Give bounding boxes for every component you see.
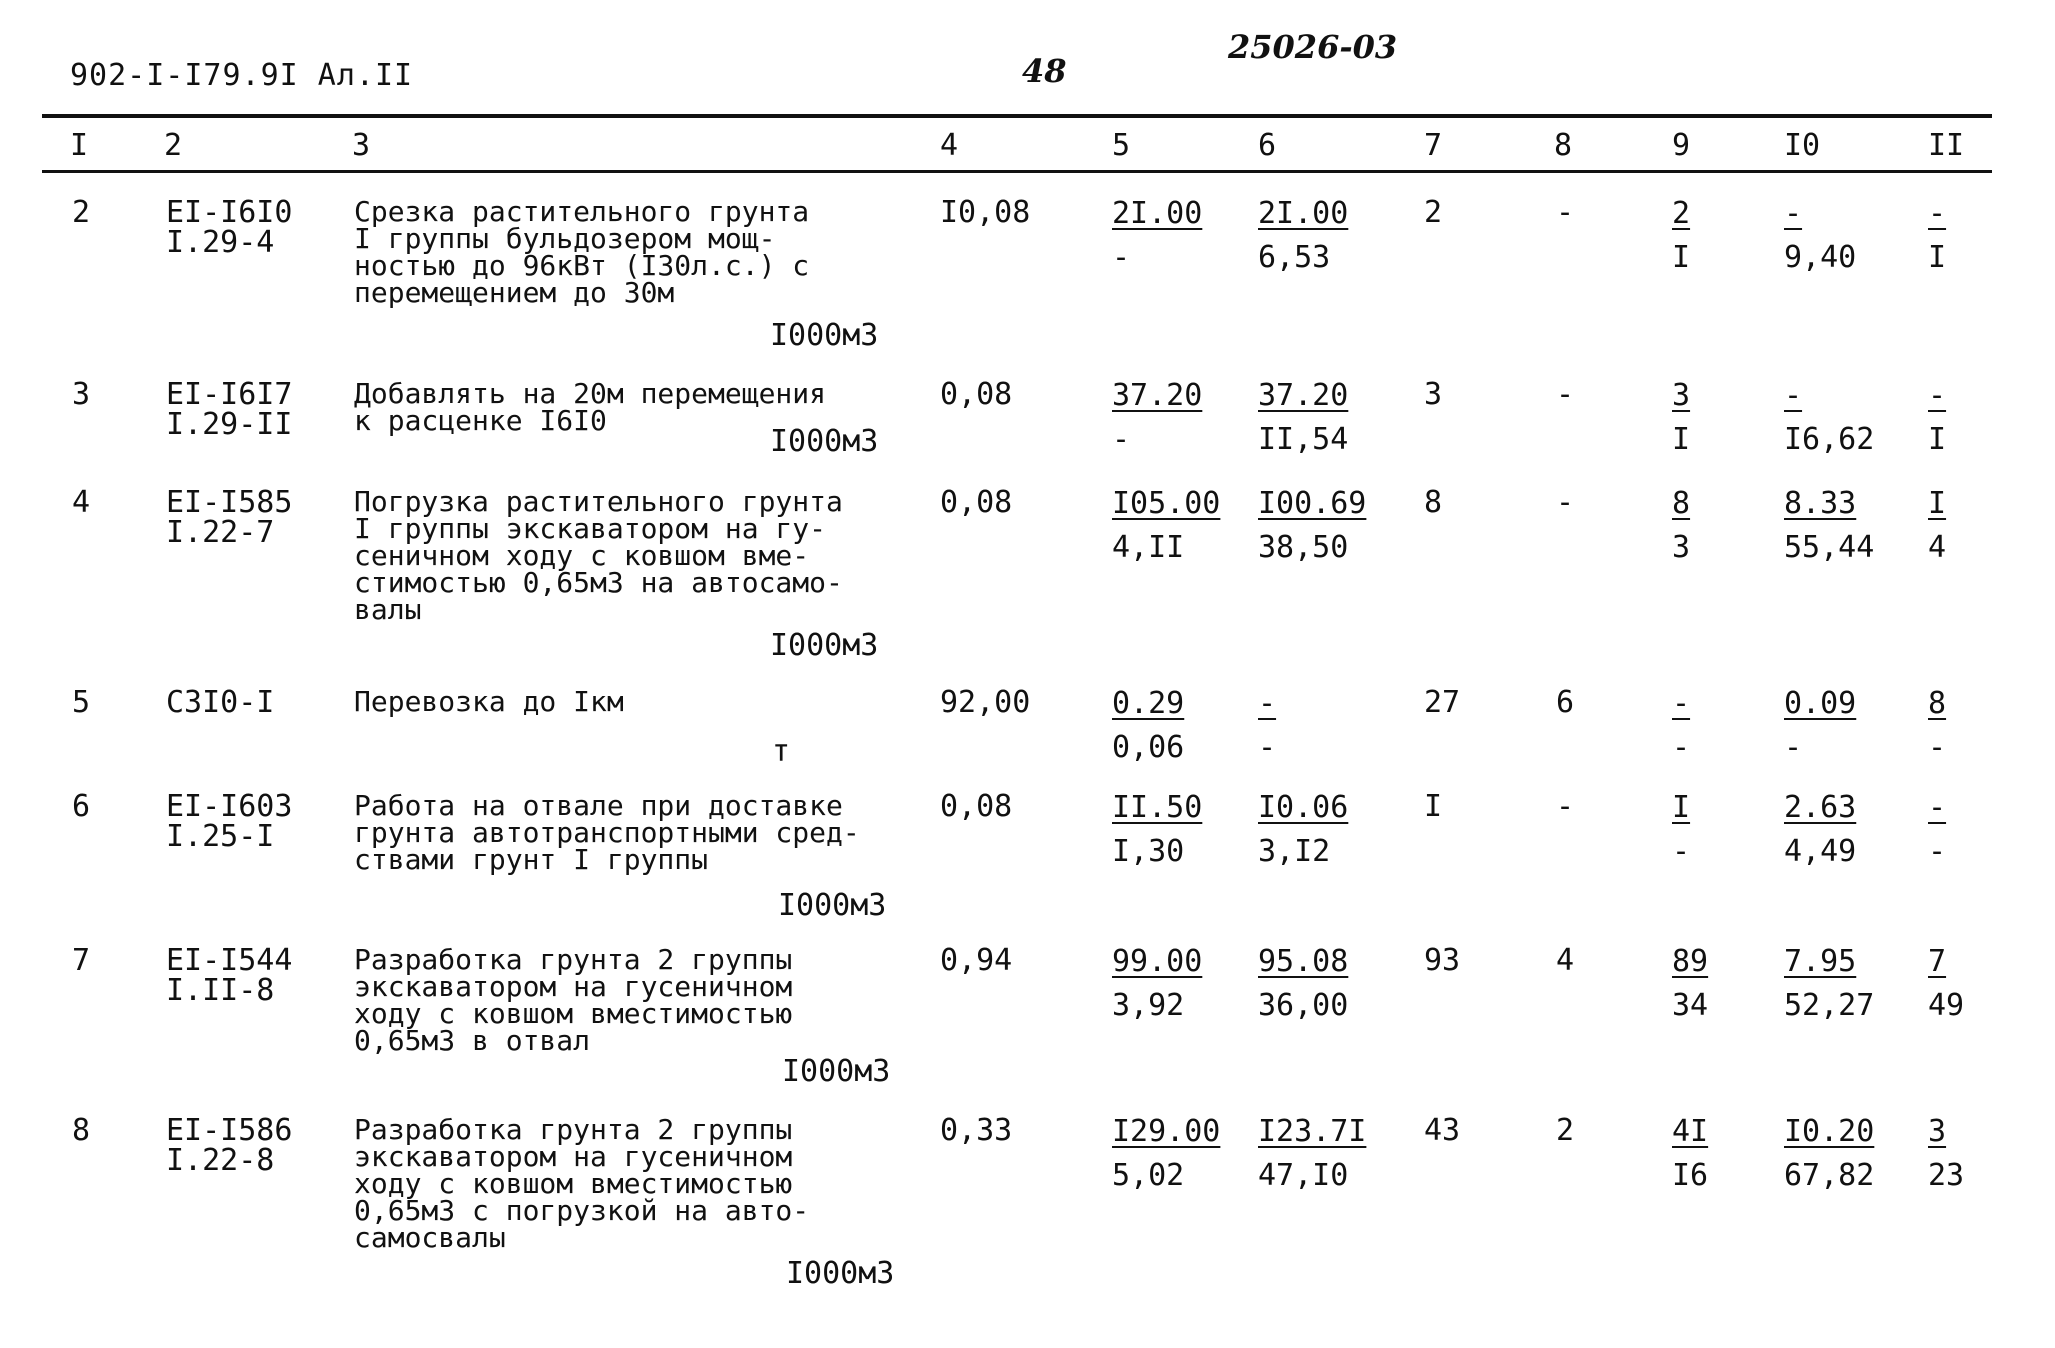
fraction-numerator: - — [1928, 378, 1947, 413]
fraction-numerator: 99.00 — [1112, 944, 1203, 979]
rate-code: EI-I585 I.22-7 — [166, 485, 293, 550]
fraction-c10 — [1784, 942, 1904, 1030]
fraction-c11 — [1928, 684, 2048, 772]
fraction-denominator: - — [1672, 730, 1691, 765]
fraction-c9 — [1672, 484, 1792, 572]
fraction-denominator: 49 — [1928, 988, 1965, 1023]
fraction-denominator: 4,II — [1112, 530, 1185, 565]
fraction-denominator: 3,92 — [1112, 988, 1185, 1023]
fraction-c10 — [1784, 684, 1904, 772]
fraction-numerator: 3 — [1928, 1114, 1947, 1149]
fraction-c11 — [1928, 484, 2048, 572]
fraction-numerator: I — [1928, 486, 1947, 521]
column-header-2: 2 — [164, 128, 183, 163]
fraction-c10 — [1784, 376, 1904, 464]
fraction-c6 — [1258, 1112, 1378, 1200]
fraction-c5 — [1112, 942, 1232, 1030]
fraction-c9 — [1672, 684, 1792, 772]
unit-of-measure: I000м3 — [782, 1054, 891, 1089]
fraction-denominator: 4 — [1928, 530, 1947, 565]
value-col-8: - — [1556, 195, 1575, 230]
quantity: 0,94 — [940, 943, 1013, 978]
fraction-c5 — [1112, 376, 1232, 464]
value-col-7: 2 — [1424, 195, 1443, 230]
header-rule — [42, 170, 1992, 173]
fraction-numerator: - — [1784, 196, 1803, 231]
fraction-c11 — [1928, 194, 2048, 282]
fraction-c6 — [1258, 376, 1378, 464]
fraction-denominator: - — [1672, 834, 1691, 869]
row-number: 2 — [72, 195, 91, 230]
fraction-denominator: 36,00 — [1258, 988, 1349, 1023]
fraction-c11 — [1928, 942, 2048, 1030]
fraction-numerator: I0.06 — [1258, 790, 1349, 825]
fraction-numerator: 4I — [1672, 1114, 1709, 1149]
fraction-numerator: I0.20 — [1784, 1114, 1875, 1149]
fraction-numerator: 95.08 — [1258, 944, 1349, 979]
work-description: Разработка грунта 2 группы экскаватором на гусеничном ходу с ковшом вместимостью 0,65м3 в отвал — [354, 943, 793, 1057]
row-number: 5 — [72, 685, 91, 720]
fraction-denominator: - — [1928, 834, 1947, 869]
value-col-7: 43 — [1424, 1113, 1461, 1148]
fraction-c6 — [1258, 484, 1378, 572]
page-number: 48 — [1022, 52, 1067, 90]
value-col-8: 4 — [1556, 943, 1575, 978]
fraction-denominator: 3 — [1672, 530, 1691, 565]
fraction-numerator: - — [1672, 686, 1691, 721]
fraction-numerator: I29.00 — [1112, 1114, 1221, 1149]
column-header-6: 6 — [1258, 128, 1277, 163]
fraction-numerator: 7 — [1928, 944, 1947, 979]
rate-code: C3I0-I — [166, 685, 275, 720]
fraction-numerator: 0.29 — [1112, 686, 1185, 721]
rate-code: EI-I6I0 I.29-4 — [166, 195, 293, 260]
fraction-numerator: 37.20 — [1258, 378, 1349, 413]
fraction-denominator: - — [1112, 240, 1131, 275]
fraction-c9 — [1672, 376, 1792, 464]
fraction-denominator: 3,I2 — [1258, 834, 1331, 869]
quantity: 0,08 — [940, 485, 1013, 520]
fraction-denominator: I6 — [1672, 1158, 1709, 1193]
value-col-7: 27 — [1424, 685, 1461, 720]
fraction-c10 — [1784, 1112, 1904, 1200]
unit-of-measure: I000м3 — [778, 888, 887, 923]
column-header-3: 3 — [352, 128, 371, 163]
fraction-denominator: - — [1112, 422, 1131, 457]
fraction-c6 — [1258, 788, 1378, 876]
quantity: 0,08 — [940, 789, 1013, 824]
fraction-numerator: 2I.00 — [1112, 196, 1203, 231]
unit-of-measure: I000м3 — [770, 628, 879, 663]
fraction-c10 — [1784, 484, 1904, 572]
fraction-c5 — [1112, 684, 1232, 772]
fraction-c5 — [1112, 788, 1232, 876]
fraction-denominator: - — [1784, 730, 1803, 765]
fraction-denominator: 52,27 — [1784, 988, 1875, 1023]
fraction-denominator: 23 — [1928, 1158, 1965, 1193]
fraction-denominator: 38,50 — [1258, 530, 1349, 565]
fraction-denominator: 6,53 — [1258, 240, 1331, 275]
fraction-denominator: I — [1928, 240, 1947, 275]
fraction-denominator: I,30 — [1112, 834, 1185, 869]
fraction-c10 — [1784, 194, 1904, 282]
fraction-denominator: 55,44 — [1784, 530, 1875, 565]
fraction-numerator: - — [1928, 196, 1947, 231]
column-header-7: 7 — [1424, 128, 1443, 163]
unit-of-measure: I000м3 — [770, 318, 879, 353]
fraction-c11 — [1928, 1112, 2048, 1200]
rate-code: EI-I544 I.II-8 — [166, 943, 293, 1008]
rate-code: EI-I603 I.25-I — [166, 789, 293, 854]
fraction-numerator: 2I.00 — [1258, 196, 1349, 231]
fraction-numerator: I05.00 — [1112, 486, 1221, 521]
fraction-numerator: 89 — [1672, 944, 1709, 979]
unit-of-measure: т — [772, 734, 791, 769]
fraction-denominator: I — [1672, 422, 1691, 457]
fraction-denominator: - — [1258, 730, 1277, 765]
fraction-c9 — [1672, 1112, 1792, 1200]
column-header-4: 4 — [940, 128, 959, 163]
fraction-numerator: - — [1784, 378, 1803, 413]
fraction-numerator: I23.7I — [1258, 1114, 1367, 1149]
unit-of-measure: I000м3 — [770, 424, 879, 459]
fraction-numerator: - — [1928, 790, 1947, 825]
fraction-numerator: 8.33 — [1784, 486, 1857, 521]
fraction-c6 — [1258, 194, 1378, 282]
value-col-8: - — [1556, 485, 1575, 520]
fraction-numerator: 8 — [1928, 686, 1947, 721]
work-description: Работа на отвале при доставке грунта автотранспортными сред- ствами грунт I группы — [354, 789, 860, 876]
fraction-numerator: 37.20 — [1112, 378, 1203, 413]
fraction-c9 — [1672, 788, 1792, 876]
rate-code: EI-I586 I.22-8 — [166, 1113, 293, 1178]
fraction-numerator: I — [1672, 790, 1691, 825]
fraction-c11 — [1928, 376, 2048, 464]
fraction-numerator: II.50 — [1112, 790, 1203, 825]
fraction-c9 — [1672, 194, 1792, 282]
top-rule — [42, 114, 1992, 118]
fraction-c5 — [1112, 484, 1232, 572]
fraction-numerator: 3 — [1672, 378, 1691, 413]
value-col-7: 93 — [1424, 943, 1461, 978]
document-code: 902-I-I79.9I Ал.II — [70, 58, 414, 93]
row-number: 8 — [72, 1113, 91, 1148]
value-col-7: 3 — [1424, 377, 1443, 412]
rate-code: EI-I6I7 I.29-II — [166, 377, 293, 442]
value-col-7: I — [1424, 789, 1443, 824]
fraction-denominator: 4,49 — [1784, 834, 1857, 869]
fraction-numerator: 7.95 — [1784, 944, 1857, 979]
work-description: Добавлять на 20м перемещения к расценке I6I0 — [354, 377, 827, 437]
fraction-c6 — [1258, 684, 1378, 772]
fraction-denominator: 0,06 — [1112, 730, 1185, 765]
fraction-denominator: I — [1672, 240, 1691, 275]
fraction-numerator: 8 — [1672, 486, 1691, 521]
fraction-c10 — [1784, 788, 1904, 876]
fraction-numerator: 2 — [1672, 196, 1691, 231]
column-header-1: I — [70, 128, 89, 163]
unit-of-measure: I000м3 — [786, 1256, 895, 1291]
work-description: Погрузка растительного грунта I группы экскаватором на гу- сеничном ходу с ковшом вме- стимостью 0,65м3 на автосамо- валы — [354, 485, 843, 626]
fraction-numerator: 2.63 — [1784, 790, 1857, 825]
quantity: 92,00 — [940, 685, 1031, 720]
fraction-denominator: I — [1928, 422, 1947, 457]
fraction-c9 — [1672, 942, 1792, 1030]
fraction-denominator: 67,82 — [1784, 1158, 1875, 1193]
column-header-11: II — [1928, 128, 1965, 163]
quantity: I0,08 — [940, 195, 1031, 230]
fraction-c5 — [1112, 1112, 1232, 1200]
quantity: 0,08 — [940, 377, 1013, 412]
row-number: 7 — [72, 943, 91, 978]
fraction-denominator: - — [1928, 730, 1947, 765]
fraction-denominator: 5,02 — [1112, 1158, 1185, 1193]
work-description: Перевозка до Iкм — [354, 685, 624, 718]
value-col-8: 6 — [1556, 685, 1575, 720]
column-header-5: 5 — [1112, 128, 1131, 163]
fraction-numerator: I00.69 — [1258, 486, 1367, 521]
work-description: Разработка грунта 2 группы экскаватором на гусеничном ходу с ковшом вместимостью 0,65м3 с погрузкой на авто- самосвалы — [354, 1113, 810, 1254]
fraction-denominator: 34 — [1672, 988, 1709, 1023]
quantity: 0,33 — [940, 1113, 1013, 1148]
row-number: 3 — [72, 377, 91, 412]
fraction-numerator: - — [1258, 686, 1277, 721]
fraction-denominator: I6,62 — [1784, 422, 1875, 457]
value-col-8: - — [1556, 789, 1575, 824]
fraction-denominator: 9,40 — [1784, 240, 1857, 275]
row-number: 6 — [72, 789, 91, 824]
fraction-denominator: II,54 — [1258, 422, 1349, 457]
value-col-7: 8 — [1424, 485, 1443, 520]
value-col-8: 2 — [1556, 1113, 1575, 1148]
sheet-code: 25026-03 — [1228, 28, 1398, 66]
column-header-10: I0 — [1784, 128, 1821, 163]
fraction-c5 — [1112, 194, 1232, 282]
fraction-c6 — [1258, 942, 1378, 1030]
fraction-numerator: 0.09 — [1784, 686, 1857, 721]
work-description: Срезка растительного грунта I группы бульдозером мощ- ностью до 96кВт (I30л.с.) с перемещением до 30м — [354, 195, 810, 309]
fraction-denominator: 47,I0 — [1258, 1158, 1349, 1193]
column-header-8: 8 — [1554, 128, 1573, 163]
value-col-8: - — [1556, 377, 1575, 412]
column-header-9: 9 — [1672, 128, 1691, 163]
row-number: 4 — [72, 485, 91, 520]
fraction-c11 — [1928, 788, 2048, 876]
